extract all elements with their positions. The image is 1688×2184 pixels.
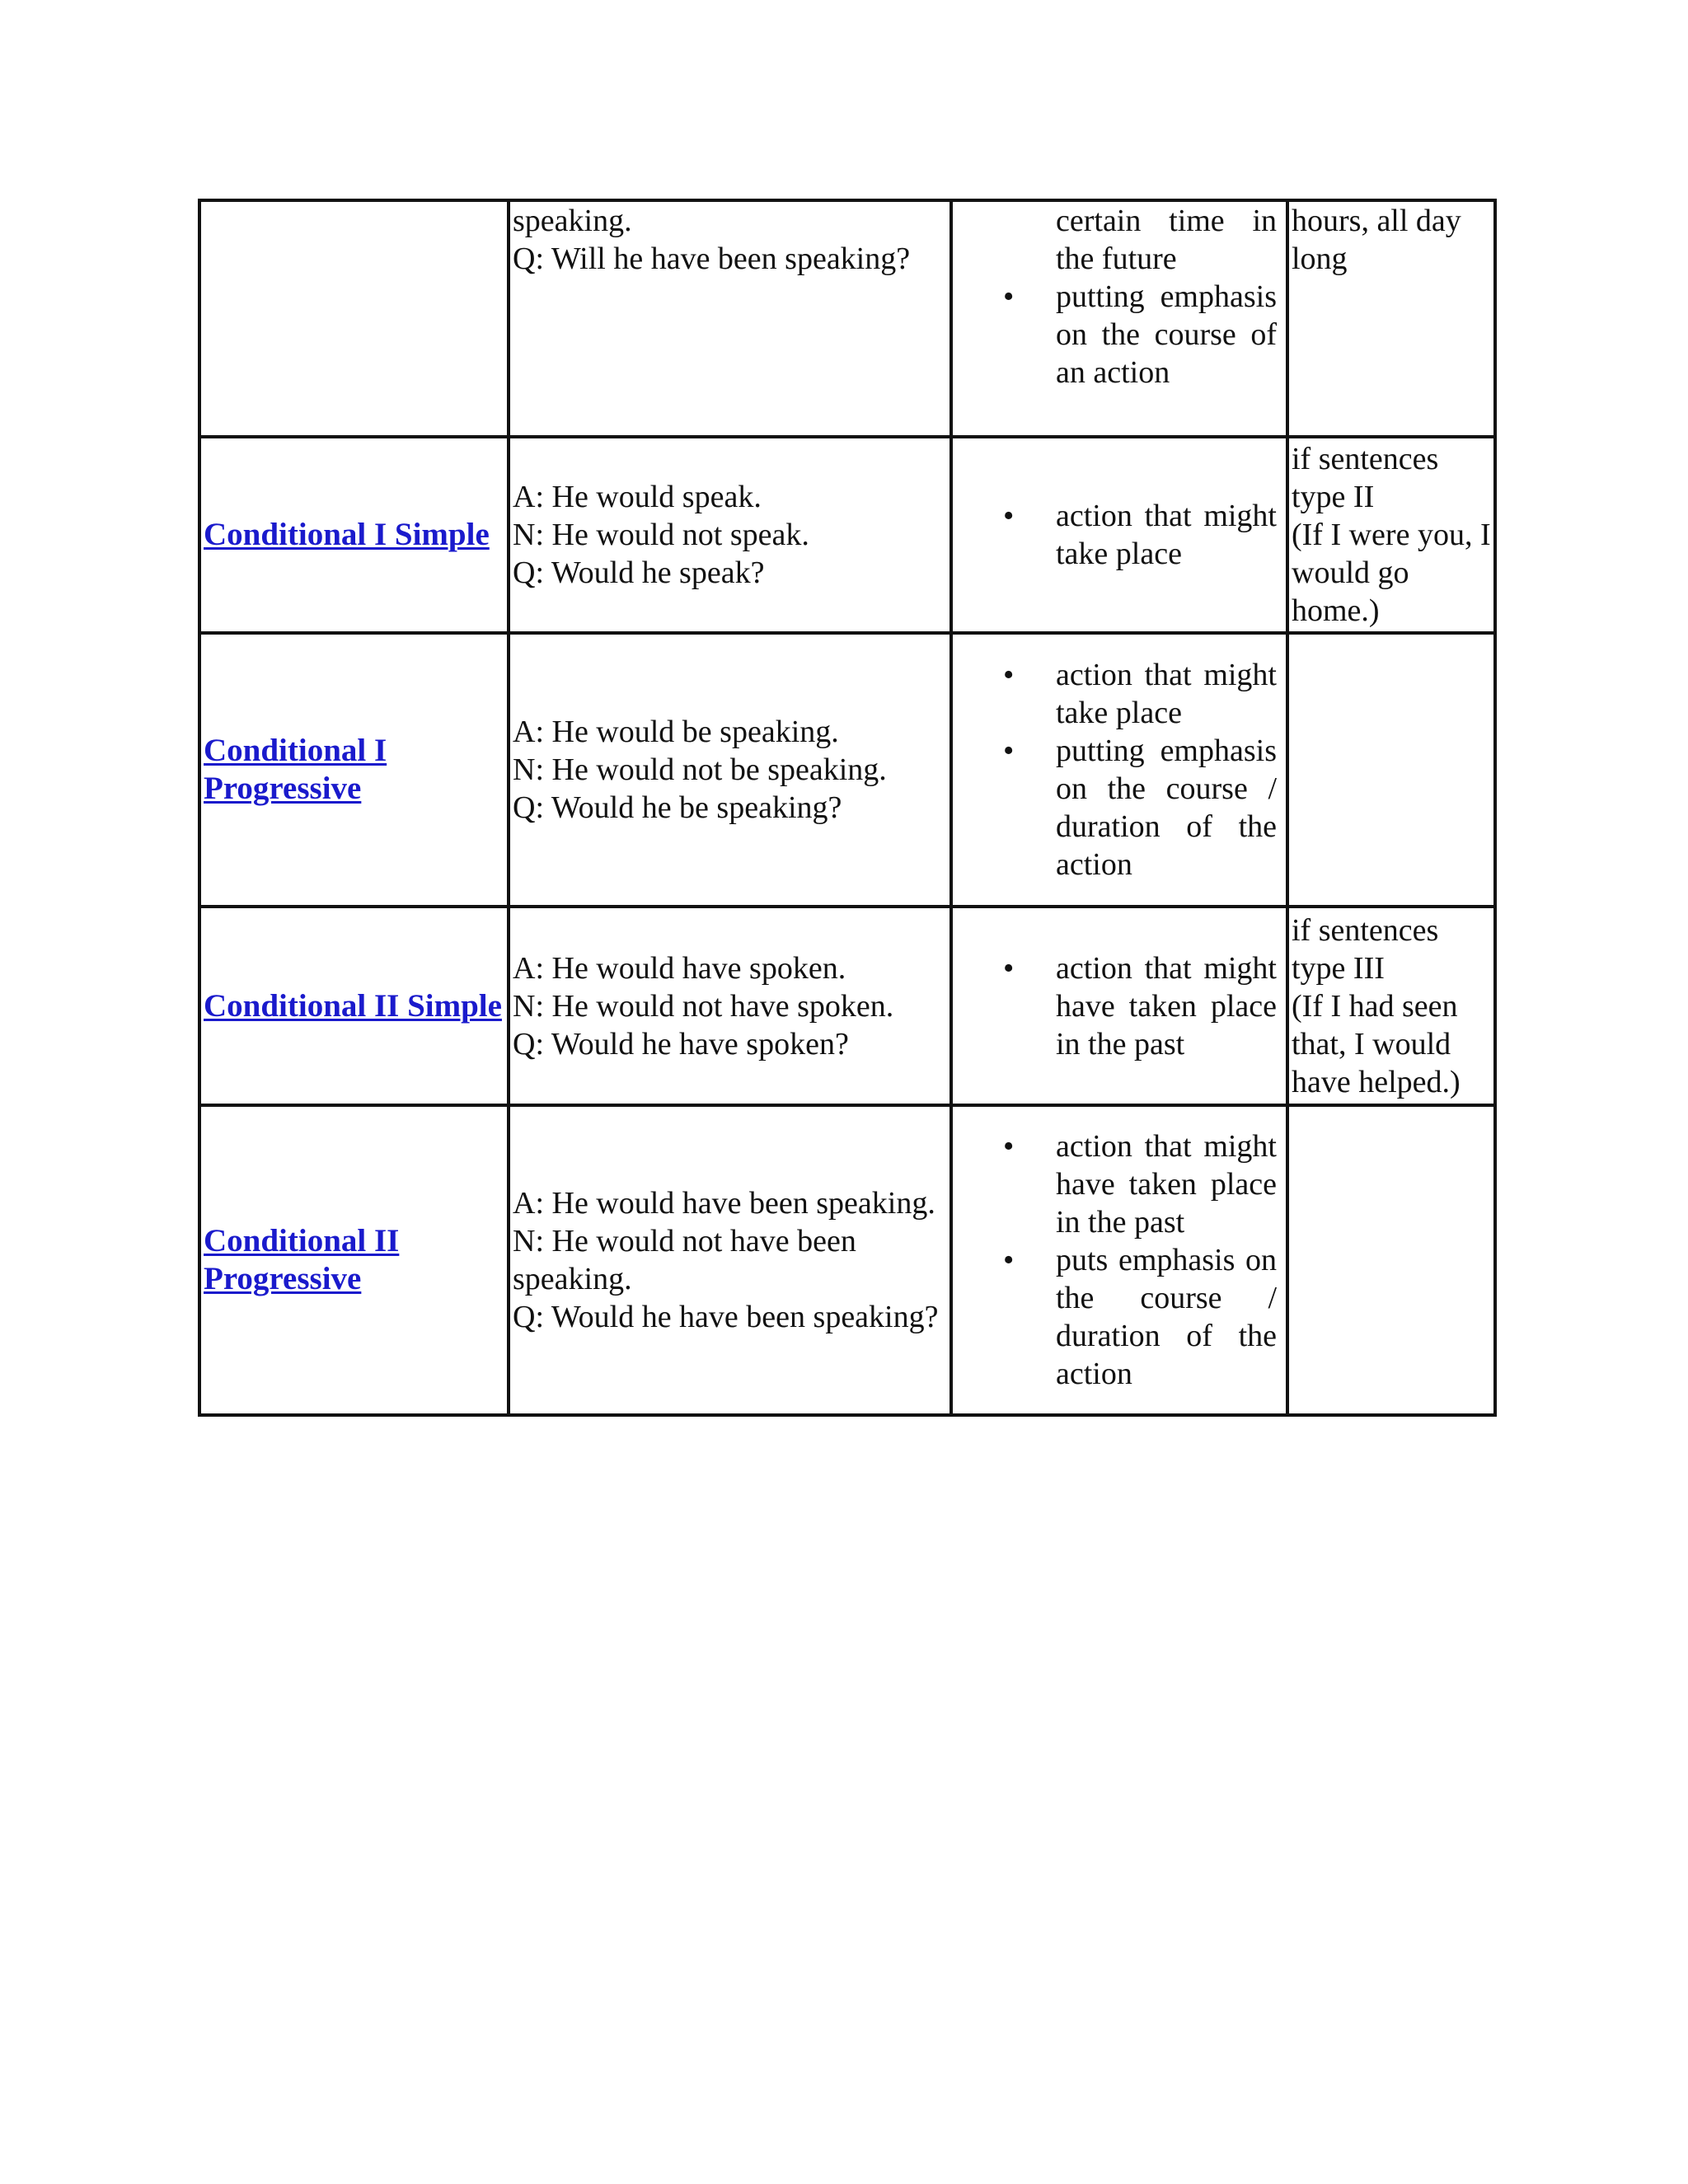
use-text: putting emphasis on the course of an action: [1056, 279, 1277, 390]
list-item: [955, 497, 1283, 573]
bullet-dot-icon: •: [1003, 499, 1015, 533]
table-row: [199, 437, 1495, 633]
form-line: A: He would speak.: [513, 480, 762, 514]
forms-cell: [509, 633, 951, 907]
uses-cell: [951, 1105, 1287, 1415]
table-row: [199, 633, 1495, 907]
form-line: A: He would have spoken.: [513, 950, 846, 986]
form-line: Q: Would he have spoken?: [513, 1026, 849, 1062]
tense-name-cell: [199, 437, 509, 633]
forms-cell: [509, 200, 951, 437]
list-item: [955, 1241, 1283, 1393]
list-item: [955, 278, 1283, 391]
list-item: [955, 1127, 1283, 1241]
tense-name-cell: [199, 633, 509, 907]
list-item: [955, 202, 1283, 278]
uses-list: [955, 497, 1283, 573]
form-line: A: He would have been speaking.: [513, 1186, 935, 1221]
use-text: action that might have taken place in the past: [1056, 950, 1277, 1062]
list-item: [955, 732, 1283, 883]
form-line: N: He would not have spoken.: [513, 988, 894, 1024]
notes-cell: [1287, 437, 1495, 633]
bullet-dot-icon: •: [1003, 1129, 1015, 1164]
tense-name-cell: [199, 1105, 509, 1415]
uses-list: [955, 949, 1283, 1063]
forms-cell: [509, 437, 951, 633]
bullet-dot-icon: •: [1003, 279, 1015, 314]
uses-cell: [951, 200, 1287, 437]
use-text: puts emphasis on the course / duration of the action: [1056, 1243, 1277, 1391]
note-text: (If I were you, I would go home.): [1292, 518, 1491, 628]
form-line: Q: Would he have been speaking?: [513, 1300, 939, 1334]
note-text: if sentences type II: [1292, 442, 1439, 514]
notes-cell: [1287, 1105, 1495, 1415]
form-line: A: He would be speaking.: [513, 715, 839, 749]
form-line: speaking.: [513, 204, 632, 238]
form-line: Q: Will he have been speaking?: [513, 241, 911, 276]
use-text: action that might have taken place in the past: [1056, 1129, 1277, 1240]
tense-link-conditional-i-simple[interactable]: Conditional I Simple: [204, 517, 490, 552]
use-text: action that might take place: [1056, 658, 1277, 730]
bullet-dot-icon: •: [1003, 658, 1015, 692]
tense-table: [198, 199, 1497, 1417]
list-item: [955, 949, 1283, 1063]
uses-cell: [951, 907, 1287, 1105]
bullet-dot-icon: •: [1003, 1243, 1015, 1277]
table-row: [199, 1105, 1495, 1415]
use-text: putting emphasis on the course / duration of the action: [1056, 733, 1277, 882]
uses-list: [955, 202, 1283, 391]
table-row: [199, 907, 1495, 1105]
table-row: [199, 200, 1495, 437]
bullet-dot-icon: •: [1003, 950, 1015, 986]
uses-cell: [951, 437, 1287, 633]
tense-link-conditional-ii-simple[interactable]: Conditional II Simple: [204, 987, 502, 1024]
bullet-dot-icon: •: [1003, 733, 1015, 768]
uses-list: [955, 1127, 1283, 1393]
note-text: hours, all day long: [1292, 204, 1461, 276]
list-item: [955, 656, 1283, 732]
notes-cell: [1287, 907, 1495, 1105]
tense-name-cell: [199, 907, 509, 1105]
form-line: N: He would not have been speaking.: [513, 1224, 856, 1296]
notes-cell: [1287, 200, 1495, 437]
forms-cell: [509, 1105, 951, 1415]
use-text: certain time in the future: [1056, 204, 1277, 276]
form-line: Q: Would he speak?: [513, 555, 765, 590]
uses-cell: [951, 633, 1287, 907]
note-text: if sentences type III: [1292, 912, 1439, 986]
tense-link-conditional-ii-progressive[interactable]: Conditional II Progressive: [204, 1223, 400, 1296]
forms-cell: [509, 907, 951, 1105]
form-line: N: He would not speak.: [513, 518, 809, 552]
uses-list: [955, 656, 1283, 883]
form-line: Q: Would he be speaking?: [513, 790, 842, 825]
notes-cell: [1287, 633, 1495, 907]
tense-link-conditional-i-progressive[interactable]: Conditional I Progressive: [204, 733, 387, 806]
note-text: (If I had seen that, I would have helped.): [1292, 988, 1461, 1099]
form-line: N: He would not be speaking.: [513, 752, 887, 787]
tense-name-cell: [199, 200, 509, 437]
use-text: action that might take place: [1056, 499, 1277, 571]
